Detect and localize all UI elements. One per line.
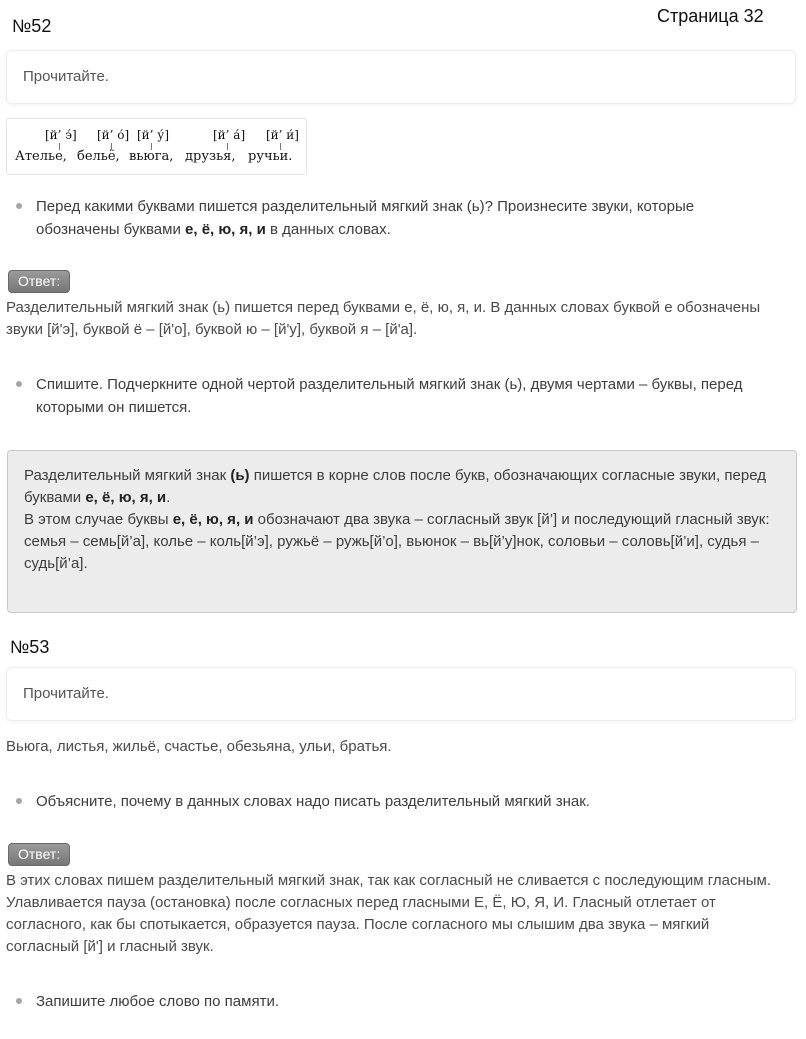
rule-text: пишется в корне слов после букв, обозначающих согласные звуки, перед буквами [24,467,766,506]
transcription: [й’ э́] [45,128,77,142]
question-text: Запишите любое слово по памяти. [36,993,279,1010]
word: вьюга, [129,149,174,164]
rule-box [7,450,797,613]
question-text: Объясните, почему в данных словах надо писать разделительный мягкий знак. [36,793,590,810]
question-letters: е, ё, ю, я, и [185,221,266,238]
transcription: [й’ а́] [213,128,246,142]
word: ручьи. [248,149,293,164]
words-transcription-image [6,118,307,175]
rule-bold: е, ё, ю, я, и [85,489,167,506]
question-tail: в данных словах. [270,221,391,238]
rule-bold: (ь) [230,467,250,484]
rule-bold: е, ё, ю, я, и [172,511,254,528]
transcription: [й’ и́] [266,128,299,142]
answer-badge: Ответ: [8,270,70,293]
exercise-53-title: №53 [10,637,50,657]
rule-examples: семья – семь[й’а], колье – коль[й’э], ружьё – ружь[й’о], вьюнок – вь[й’у]нок, соловьи – соловь[й’и], судья – судь[й’а]. [24,533,759,572]
rule-text: . [166,489,171,506]
rule-paragraph [24,465,780,509]
task-label: Прочитайте. [23,68,109,85]
rule-text: Разделительный мягкий знак [24,467,227,484]
rule-paragraph [24,509,780,531]
word: бельё, [77,149,120,164]
question-bullet [14,373,774,419]
task-card-53 [6,667,796,721]
words-line: Вьюга, листья, жильё, счастье, обезьяна, ульи, братья. [6,738,392,755]
answer-text: В этих словах пишем разделительный мягкий знак, так как согласный не сливается с последующим гласным. Улавливается пауза (остановка) после согласных перед гласными Е, Ё, Ю, Я, И. Гласный отлетает от согласного, как бы спотыкается, образуется пауза. После согласного мы слышим два звука – мягкий согласный [й'] и гласный звук. [6,872,772,955]
question-bullet [14,790,774,813]
exercise-52-title: №52 [12,16,52,36]
bullet-dot [16,798,22,804]
question-bullet [14,990,774,1013]
question-text: Перед какими буквами пишется разделительный мягкий знак (ь)? Произнесите звуки, которые обозначены буквами [36,198,695,238]
task-card-52 [6,50,796,104]
page-number-label: Страница 32 [657,6,764,26]
question-bullet [14,195,774,241]
word: друзья, [185,149,236,164]
question-text: Спишите. Подчеркните одной чертой разделительный мягкий знак (ь), двумя чертами – буквы, перед которыми он пишется. [36,376,743,416]
bullet-dot [16,998,22,1004]
answer-badge: Ответ: [8,843,70,866]
task-label: Прочитайте. [23,685,109,702]
rule-text: В этом случае буквы [24,511,169,528]
word: Ателье, [15,149,67,164]
answer-text: Разделительный мягкий знак (ь) пишется перед буквами е, ё, ю, я, и. В данных словах буквой е обозначены звуки [й'э], буквой ё – [й'о], буквой ю – [й'у], буквой я – [й'а]. [6,299,761,338]
rule-text: обозначают два звука – согласный звук [й’] и последующий гласный звук: [257,511,770,528]
bullet-dot [16,203,22,209]
transcription: [й’ у́] [137,128,170,142]
bullet-dot [16,381,22,387]
transcription: [й’ о́] [97,128,130,142]
